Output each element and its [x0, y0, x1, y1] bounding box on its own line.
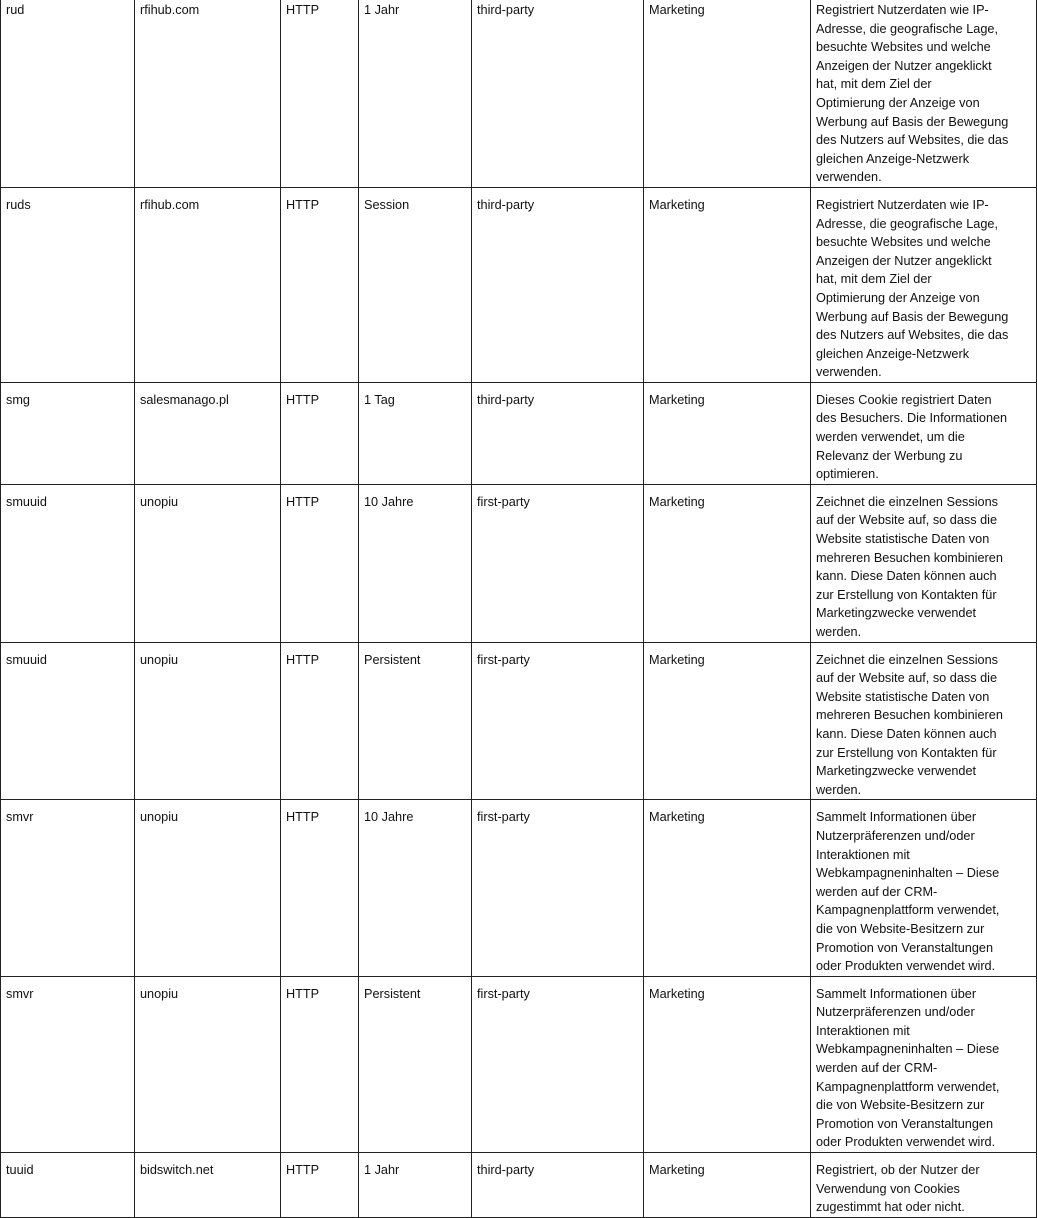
cookie-expiry-cell: 1 Jahr [359, 1153, 472, 1218]
cookie-description-cell [811, 976, 1037, 1152]
table-row [1, 642, 1037, 800]
cookie-party-cell: first-party [472, 642, 644, 800]
table-row [1, 187, 1037, 382]
cookie-table-body [1, 0, 1037, 1217]
cookie-domain-cell: salesmanago.pl [135, 382, 281, 484]
cookie-name-cell: smuuid [1, 642, 135, 800]
description-line: gleichen Anzeige-Netzwerk [816, 346, 970, 361]
table-row [1, 484, 1037, 642]
description-line: Nutzerpräferenzen und/oder [816, 1005, 975, 1020]
description-line: Nutzerpräferenzen und/oder [816, 828, 975, 843]
description-line: Registriert Nutzerdaten wie IP- [816, 197, 989, 212]
cookie-party-cell: first-party [472, 800, 644, 976]
cookie-description-cell [811, 484, 1037, 642]
cookie-name-cell: rud [1, 0, 135, 187]
description-line: werden verwendet, um die [816, 430, 965, 445]
description-line: Zeichnet die einzelnen Sessions [816, 494, 998, 509]
description-line: Promotion von Veranstaltungen [816, 1116, 994, 1131]
description-line: hat, mit dem Ziel der [816, 77, 932, 92]
description-line: kann. Diese Daten können auch [816, 726, 997, 741]
description-line: Interaktionen mit [816, 1023, 910, 1038]
cookie-category-cell: Marketing [644, 642, 811, 800]
description-line: die von Website-Besitzern zur [816, 1098, 985, 1113]
cookie-category-cell: Marketing [644, 0, 811, 187]
description-line: Kampagnenplattform verwendet, [816, 1079, 1000, 1094]
description-line: die von Website-Besitzern zur [816, 921, 985, 936]
description-line: Webkampagneninhalten – Diese [816, 1042, 1000, 1057]
cookie-domain-cell: rfihub.com [135, 0, 281, 187]
description-line: gleichen Anzeige-Netzwerk [816, 151, 970, 166]
table-row [1, 976, 1037, 1152]
cookie-party-cell: third-party [472, 1153, 644, 1218]
description-line: Verwendung von Cookies [816, 1181, 960, 1196]
description-line: des Besuchers. Die Informationen [816, 411, 1008, 426]
cookie-expiry-cell: 10 Jahre [359, 800, 472, 976]
description-line: oder Produkten verwendet wird. [816, 1135, 996, 1150]
table-row [1, 382, 1037, 484]
description-line: Dieses Cookie registriert Daten [816, 392, 992, 407]
cookie-category-cell: Marketing [644, 187, 811, 382]
cookie-name-cell: ruds [1, 187, 135, 382]
cookie-category-cell: Marketing [644, 484, 811, 642]
description-line: werden auf der CRM- [816, 1061, 938, 1076]
table-row [1, 0, 1037, 187]
description-line: Zeichnet die einzelnen Sessions [816, 652, 998, 667]
description-line: mehreren Besuchen kombinieren [816, 708, 1003, 723]
description-line: werden auf der CRM- [816, 884, 938, 899]
cookie-protocol-cell: HTTP [281, 1153, 359, 1218]
description-line: werden. [816, 782, 862, 797]
cookie-protocol-cell: HTTP [281, 187, 359, 382]
cookie-name-cell: smvr [1, 976, 135, 1152]
description-line: Adresse, die geografische Lage, [816, 216, 998, 231]
cookie-description-cell [811, 187, 1037, 382]
cookie-expiry-cell: Persistent [359, 976, 472, 1152]
description-line: Anzeigen der Nutzer angeklickt [816, 58, 992, 73]
cookie-party-cell: third-party [472, 0, 644, 187]
description-line: Werbung auf Basis der Bewegung [816, 114, 1009, 129]
cookie-name-cell: tuuid [1, 1153, 135, 1218]
cookie-protocol-cell: HTTP [281, 0, 359, 187]
cookie-protocol-cell: HTTP [281, 800, 359, 976]
cookie-domain-cell: rfihub.com [135, 187, 281, 382]
cookie-protocol-cell: HTTP [281, 976, 359, 1152]
description-line: Marketingzwecke verwendet [816, 764, 977, 779]
cookie-category-cell: Marketing [644, 976, 811, 1152]
description-line: Registriert, ob der Nutzer der [816, 1163, 980, 1178]
description-line: auf der Website auf, so dass die [816, 671, 998, 686]
cookie-description-cell [811, 642, 1037, 800]
description-line: Adresse, die geografische Lage, [816, 21, 998, 36]
description-line: verwenden. [816, 170, 882, 185]
description-line: Kampagnenplattform verwendet, [816, 903, 1000, 918]
description-line: Sammelt Informationen über [816, 986, 977, 1001]
description-line: Website statistische Daten von [816, 689, 990, 704]
cookie-expiry-cell: Session [359, 187, 472, 382]
cookie-description-cell [811, 0, 1037, 187]
description-line: Anzeigen der Nutzer angeklickt [816, 253, 992, 268]
table-row [1, 800, 1037, 976]
description-line: Sammelt Informationen über [816, 810, 977, 825]
cookie-expiry-cell: Persistent [359, 642, 472, 800]
cookie-name-cell: smuuid [1, 484, 135, 642]
cookie-description-cell [811, 800, 1037, 976]
description-line: Marketingzwecke verwendet [816, 606, 977, 621]
description-line: Website statistische Daten von [816, 532, 990, 547]
description-line: Werbung auf Basis der Bewegung [816, 309, 1009, 324]
description-line: Registriert Nutzerdaten wie IP- [816, 3, 989, 17]
description-line: hat, mit dem Ziel der [816, 272, 932, 287]
description-line: Promotion von Veranstaltungen [816, 940, 994, 955]
cookie-category-cell: Marketing [644, 800, 811, 976]
description-line: kann. Diese Daten können auch [816, 569, 997, 584]
cookie-domain-cell: unopiu [135, 642, 281, 800]
description-line: besuchte Websites und welche [816, 40, 991, 55]
cookie-party-cell: third-party [472, 382, 644, 484]
cookie-party-cell: third-party [472, 187, 644, 382]
description-line: oder Produkten verwendet wird. [816, 959, 996, 974]
description-line: zugestimmt hat oder nicht. [816, 1200, 965, 1215]
cookie-name-cell: smvr [1, 800, 135, 976]
cookie-description-cell [811, 1153, 1037, 1218]
cookie-domain-cell: bidswitch.net [135, 1153, 281, 1218]
description-line: des Nutzers auf Websites, die das [816, 133, 1009, 148]
cookie-expiry-cell: 10 Jahre [359, 484, 472, 642]
cookie-protocol-cell: HTTP [281, 484, 359, 642]
description-line: zur Erstellung von Kontakten für [816, 587, 997, 602]
description-line: optimieren. [816, 467, 879, 482]
description-line: verwenden. [816, 365, 882, 380]
cookie-protocol-cell: HTTP [281, 382, 359, 484]
cookie-description-cell [811, 382, 1037, 484]
cookie-name-cell: smg [1, 382, 135, 484]
cookie-domain-cell: unopiu [135, 800, 281, 976]
cookie-party-cell: first-party [472, 484, 644, 642]
description-line: Webkampagneninhalten – Diese [816, 866, 1000, 881]
description-line: auf der Website auf, so dass die [816, 513, 998, 528]
description-line: besuchte Websites und welche [816, 235, 991, 250]
cookie-domain-cell: unopiu [135, 976, 281, 1152]
cookie-expiry-cell: 1 Tag [359, 382, 472, 484]
description-line: Relevanz der Werbung zu [816, 448, 963, 463]
description-line: Optimierung der Anzeige von [816, 290, 980, 305]
description-line: zur Erstellung von Kontakten für [816, 745, 997, 760]
cookie-protocol-cell: HTTP [281, 642, 359, 800]
description-line: Optimierung der Anzeige von [816, 95, 980, 110]
table-row [1, 1153, 1037, 1218]
description-line: des Nutzers auf Websites, die das [816, 328, 1009, 343]
cookie-domain-cell: unopiu [135, 484, 281, 642]
cookie-party-cell: first-party [472, 976, 644, 1152]
description-line: werden. [816, 625, 862, 639]
cookie-category-cell: Marketing [644, 382, 811, 484]
cookie-category-cell: Marketing [644, 1153, 811, 1218]
description-line: mehreren Besuchen kombinieren [816, 550, 1003, 565]
description-line: Interaktionen mit [816, 847, 910, 862]
cookie-expiry-cell: 1 Jahr [359, 0, 472, 187]
